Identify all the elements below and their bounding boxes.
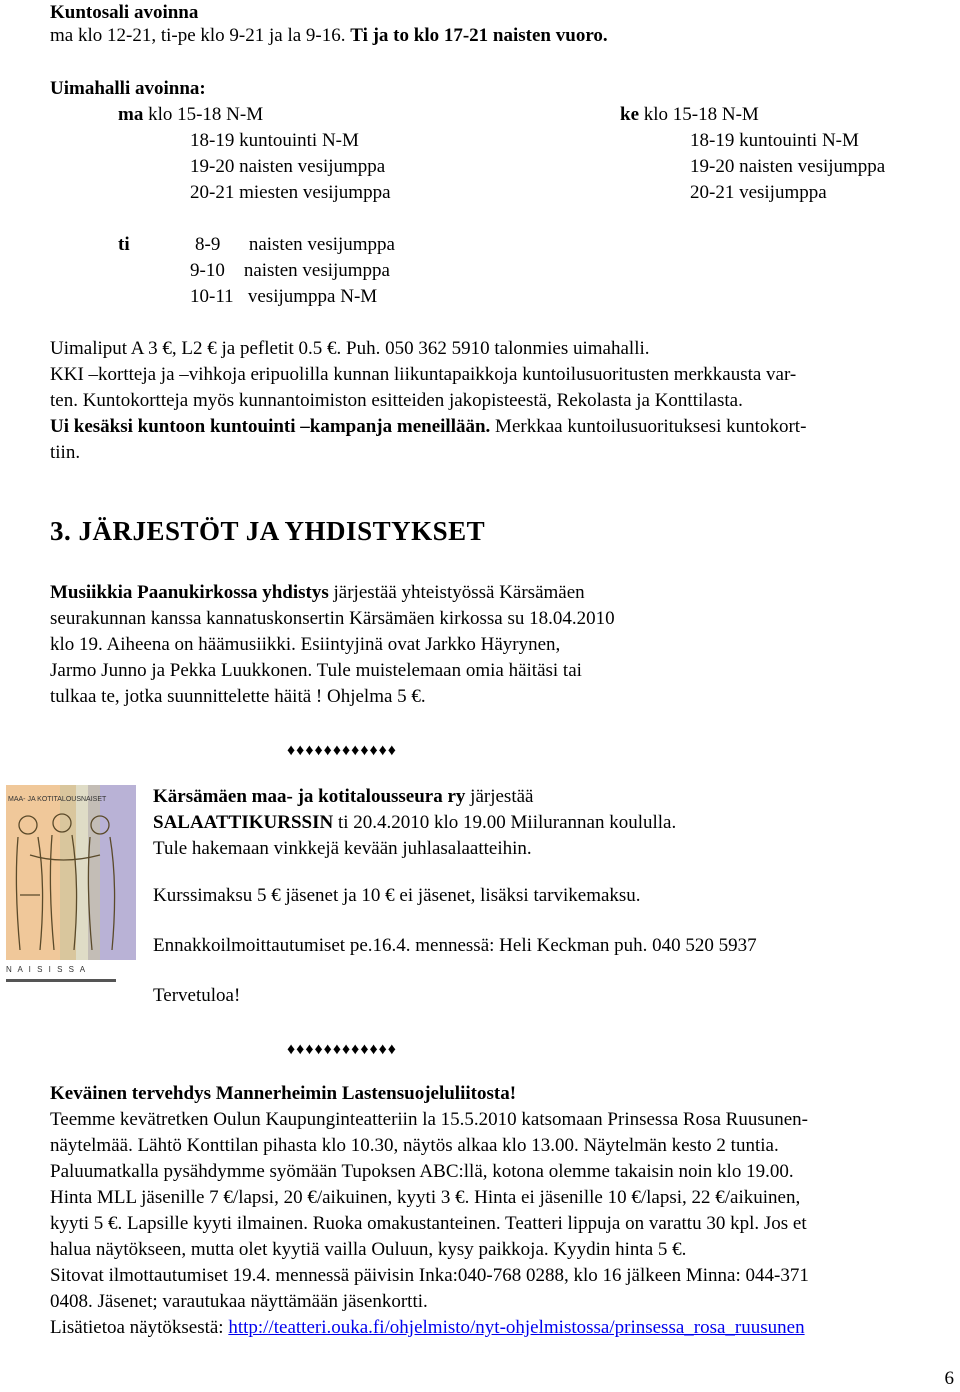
salaatti-org: Kärsämäen maa- ja kotitalousseura ry järjestää (153, 786, 534, 807)
mll-line: Sitovat ilmottautumiset 19.4. mennessä päivisin Inka:040-768 0288, klo 16 jälkeen Minna: 044-371 (50, 1265, 809, 1286)
musiikki-line: klo 19. Aiheena on häämusiikki. Esiintyjinä ovat Jarkko Häyrynen, (50, 634, 561, 655)
mll-info-line (50, 1315, 805, 1341)
mll-line: näytelmää. Lähtö Konttilan pihasta klo 10.30, näytös alkaa klo 13.00. Näytelmän kesto 2 tuntia. (50, 1135, 779, 1156)
kampanja-line2: tiin. (50, 442, 81, 463)
musiikki-line: seurakunnan kanssa kannatuskonsertin Kärsämäen kirkossa su 18.04.2010 (50, 608, 615, 629)
ti-day: ti (118, 234, 130, 255)
salaatti-welcome: Tervetuloa! (153, 985, 241, 1006)
diamond-divider: ♦♦♦♦♦♦♦♦♦♦♦♦ (287, 742, 397, 759)
uimahalli-title: Uimahalli avoinna: (50, 78, 206, 99)
ke-day: ke klo 15-18 N-M (620, 104, 759, 125)
mll-title: Keväinen tervehdys Mannerheimin Lastensuojeluliitosta! (50, 1083, 517, 1104)
musiikki-line: Musiikkia Paanukirkossa yhdistys järjestää yhteistyössä Kärsämäen (50, 582, 585, 603)
page-number: 6 (944, 1368, 954, 1389)
diamond-divider: ♦♦♦♦♦♦♦♦♦♦♦♦ (287, 1041, 397, 1058)
uimaliput-line: Uimaliput A 3 €, L2 € ja pefletit 0.5 €. Puh. 050 362 5910 talonmies uimahalli. (50, 338, 650, 359)
ma-row: 20-21 miesten vesijumppa (190, 182, 391, 203)
teatteri-link[interactable]: http://teatteri.ouka.fi/ohjelmisto/nyt-ohjelmistossa/prinsessa_rosa_ruusunen (228, 1317, 805, 1338)
musiikki-line: tulkaa te, jotka suunnittelette häitä ! Ohjelma 5 €. (50, 686, 426, 707)
ma-row: 18-19 kuntouinti N-M (190, 130, 359, 151)
ti-row: 10-11 vesijumppa N-M (190, 286, 378, 307)
section-heading: 3. JÄRJESTÖT JA YHDISTYKSET (50, 516, 486, 546)
mll-line: halua näytökseen, mutta olet kyytiä vailla Ouluun, kysy paikkoja. Kyydin hinta 5 €. (50, 1239, 687, 1260)
ti-row: 9-10 naisten vesijumppa (190, 260, 390, 281)
mll-line: Teemme kevätretken Oulun Kaupunginteatteriin la 15.5.2010 katsomaan Prinsessa Rosa Ruusunen- (50, 1109, 808, 1130)
mll-info-label: Lisätietoa näytöksestä: (50, 1317, 229, 1338)
logo-bottom-text: N A I S I S S A (6, 965, 88, 974)
kuntosali-title: Kuntosali avoinna (50, 2, 199, 23)
logo-top-text: MAA- JA KOTITALOUSNAISET (8, 796, 107, 803)
ke-row: 19-20 naisten vesijumppa (690, 156, 886, 177)
ma-day: ma klo 15-18 N-M (118, 104, 264, 125)
mll-line: Hinta MLL jäsenille 7 €/lapsi, 20 €/aikuinen, kyyti 3 €. Hinta ei jäsenille 10 €/lapsi, 22 €/aikuinen, (50, 1187, 801, 1208)
ti-row: 8-9 naisten vesijumppa (195, 234, 395, 255)
kuntokortti-line: ten. Kuntokortteja myös kunnantoimiston esitteiden jakopisteestä, Rekolasta ja Konttilasta. (50, 390, 743, 411)
salaatti-course: SALAATTIKURSSIN ti 20.4.2010 klo 19.00 Miilurannan koululla. (153, 812, 677, 833)
kotitalousnaiset-logo (0, 775, 140, 995)
mll-line: kyyti 5 €. Lapsille kyyti ilmainen. Ruoka omakustanteinen. Teatteri lippuja on varattu 30 kpl. Jos et (50, 1213, 807, 1234)
salaatti-signup: Ennakkoilmoittautumiset pe.16.4. mennessä: Heli Keckman puh. 040 520 5937 (153, 935, 757, 956)
mll-line: Paluumatkalla pysähdymme syömään Tupoksen ABC:llä, kotona olemme takaisin noin klo 19.00. (50, 1161, 794, 1182)
kuntosali-hours: ma klo 12-21, ti-pe klo 9-21 ja la 9-16. Ti ja to klo 17-21 naisten vuoro. (50, 25, 608, 46)
kampanja-line: Ui kesäksi kuntoon kuntouinti –kampanja meneillään. Merkkaa kuntoilusuorituksesi kuntokort- (50, 416, 807, 437)
ke-row: 20-21 vesijumppa (690, 182, 827, 203)
salaatti-price: Kurssimaksu 5 € jäsenet ja 10 € ei jäsenet, lisäksi tarvikemaksu. (153, 885, 641, 906)
mll-line: 0408. Jäsenet; varautukaa näyttämään jäsenkortti. (50, 1291, 428, 1312)
ke-row: 18-19 kuntouinti N-M (690, 130, 859, 151)
ma-row: 19-20 naisten vesijumppa (190, 156, 386, 177)
musiikki-line: Jarmo Junno ja Pekka Luukkonen. Tule muistelemaan omia häitäsi tai (50, 660, 582, 681)
salaatti-line3: Tule hakemaan vinkkejä kevään juhlasalaatteihin. (153, 838, 532, 859)
kki-line: KKI –kortteja ja –vihkoja eripuolilla kunnan liikuntapaikkoja kuntoilusuoritusten merkkausta var- (50, 364, 797, 385)
